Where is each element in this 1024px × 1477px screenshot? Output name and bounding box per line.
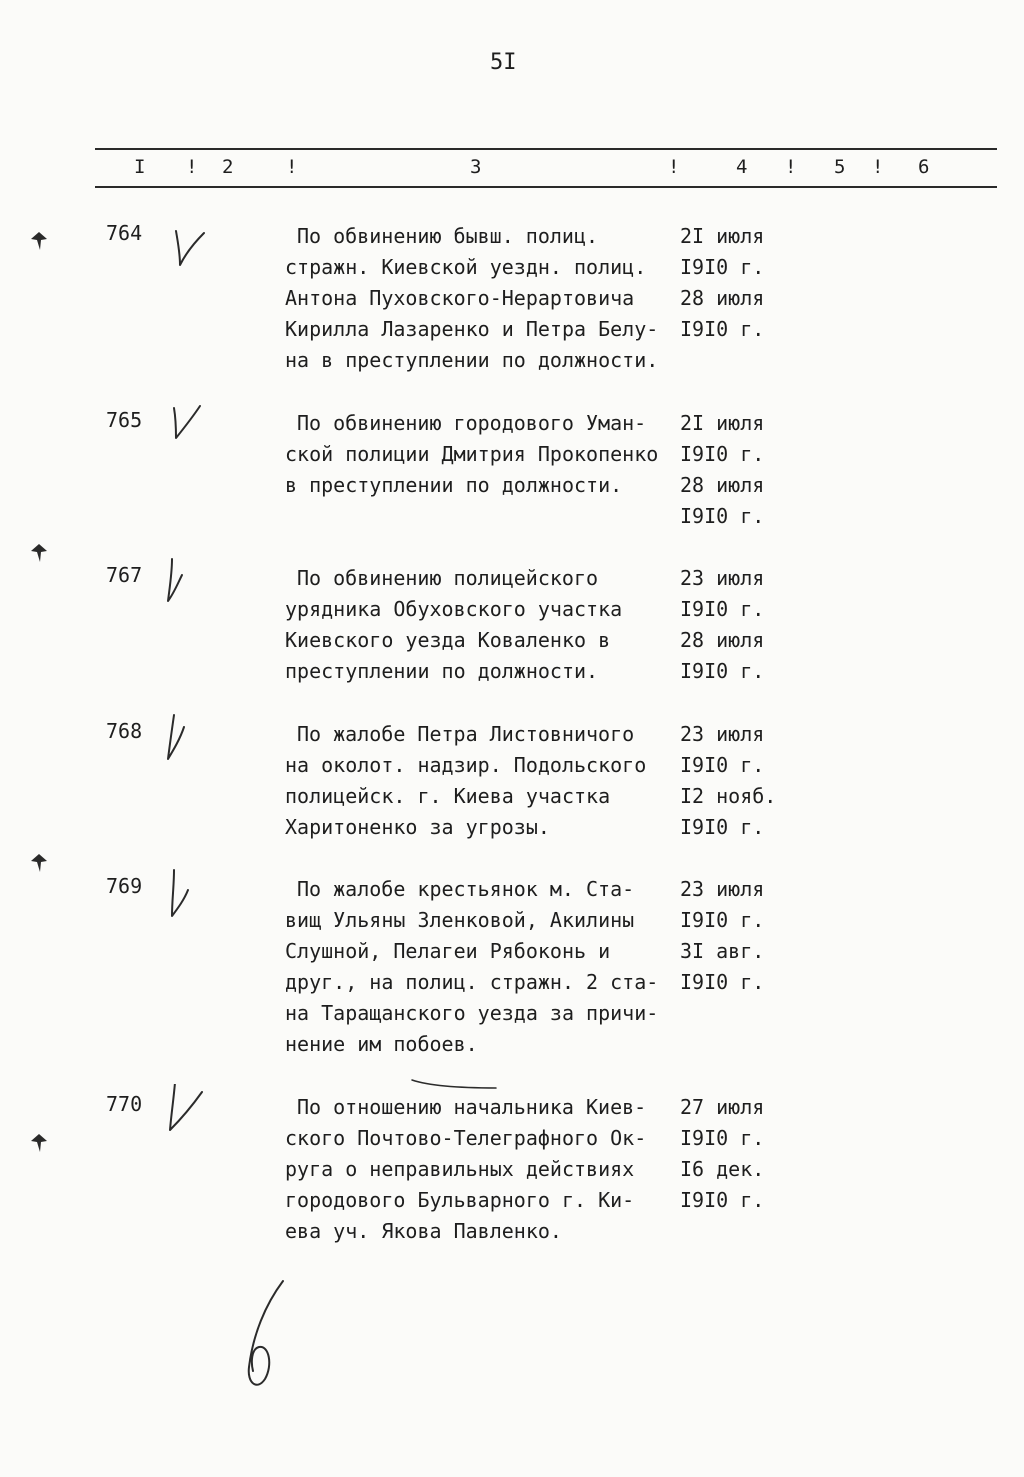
record-number: 767 <box>106 563 143 587</box>
date-line: I9I0 г. <box>680 597 765 621</box>
date-line: 28 июля <box>680 473 765 497</box>
date-line: I9I0 г. <box>680 659 765 683</box>
description-line: нение им побоев. <box>285 1032 478 1056</box>
date-line: I2 нояб. <box>680 784 777 808</box>
header-separator: ! <box>186 156 198 178</box>
description-line: Кирилла Лазаренко и Петра Белу- <box>285 317 659 341</box>
date-line: I6 дек. <box>680 1157 765 1181</box>
header-col-1: I <box>134 156 146 178</box>
checkmark-icon <box>160 866 210 926</box>
date-line: 23 июля <box>680 722 765 746</box>
record-dates <box>680 719 800 843</box>
checkmark-icon <box>160 711 210 771</box>
date-line: 2I июля <box>680 224 765 248</box>
header-bottom-rule <box>95 186 997 188</box>
description-line: По жалобе крестьянок м. Ста- <box>297 877 635 901</box>
date-line: 28 июля <box>680 628 765 652</box>
header-separator: ! <box>872 156 884 178</box>
record-number: 768 <box>106 719 143 743</box>
header-col-5: 5 <box>834 156 846 178</box>
header-col-3: 3 <box>470 156 482 178</box>
description-line: в преступлении по должности. <box>285 473 623 497</box>
description-line: По обвинению полицейского <box>297 566 599 590</box>
description-line: урядника Обуховского участка <box>285 597 623 621</box>
checkmark-icon <box>160 213 210 273</box>
description-line: Антона Пуховского-Нерартовича <box>285 286 635 310</box>
description-line: вищ Ульяны Зленковой, Акилины <box>285 908 635 932</box>
description-line: на в преступлении по должности. <box>285 348 659 372</box>
header-separator: ! <box>286 156 298 178</box>
description-line: городового Бульварного г. Ки- <box>285 1188 635 1212</box>
description-line: Киевского уезда Коваленко в <box>285 628 611 652</box>
date-line: 2I июля <box>680 411 765 435</box>
pencil-stroke-mark <box>410 1076 500 1096</box>
handwritten-six-mark <box>235 1275 305 1395</box>
date-line: I9I0 г. <box>680 255 765 279</box>
record-dates <box>680 563 800 687</box>
date-line: 27 июля <box>680 1095 765 1119</box>
header-col-6: 6 <box>918 156 930 178</box>
date-line: I9I0 г. <box>680 970 765 994</box>
header-separator: ! <box>668 156 680 178</box>
header-col-2: 2 <box>222 156 234 178</box>
description-line: преступлении по должности. <box>285 659 599 683</box>
record-dates <box>680 874 800 998</box>
record-number: 764 <box>106 221 143 245</box>
punch-hole-icon <box>28 230 50 252</box>
record-description <box>285 408 695 501</box>
date-line: I9I0 г. <box>680 504 765 528</box>
record-description <box>285 874 695 1060</box>
record-number: 770 <box>106 1092 143 1116</box>
checkmark-icon <box>160 1084 220 1154</box>
date-line: I9I0 г. <box>680 815 765 839</box>
date-line: I9I0 г. <box>680 908 765 932</box>
checkmark-icon <box>160 555 210 615</box>
date-line: I9I0 г. <box>680 1126 765 1150</box>
record-number: 765 <box>106 408 143 432</box>
record-dates <box>680 221 800 345</box>
date-line: 23 июля <box>680 566 765 590</box>
punch-hole-icon <box>28 542 50 564</box>
header-top-rule <box>95 148 997 150</box>
description-line: на околот. надзир. Подольского <box>285 753 647 777</box>
header-col-4: 4 <box>736 156 748 178</box>
date-line: 23 июля <box>680 877 765 901</box>
date-line: I9I0 г. <box>680 753 765 777</box>
header-separator: ! <box>785 156 797 178</box>
description-line: По жалобе Петра Листовничого <box>297 722 635 746</box>
date-line: I9I0 г. <box>680 317 765 341</box>
description-line: Слушной, Пелагеи Рябоконь и <box>285 939 611 963</box>
punch-hole-icon <box>28 1132 50 1154</box>
description-line: ева уч. Якова Павленко. <box>285 1219 562 1243</box>
description-line: на Таращанского уезда за причи- <box>285 1001 659 1025</box>
description-line: полицейск. г. Киева участка <box>285 784 611 808</box>
description-line: По отношению начальника Киев- <box>297 1095 647 1119</box>
description-line: стражн. Киевской уездн. полиц. <box>285 255 647 279</box>
description-line: Харитоненко за угрозы. <box>285 815 550 839</box>
record-description <box>285 221 695 376</box>
punch-hole-icon <box>28 852 50 874</box>
page-number: 5I <box>490 50 517 75</box>
description-line: руга о неправильных действиях <box>285 1157 635 1181</box>
description-line: По обвинению городового Уман- <box>297 411 647 435</box>
date-line: 3I авг. <box>680 939 765 963</box>
record-dates <box>680 1092 800 1216</box>
record-description <box>285 563 695 687</box>
date-line: 28 июля <box>680 286 765 310</box>
record-number: 769 <box>106 874 143 898</box>
checkmark-icon <box>160 400 210 460</box>
description-line: ского Почтово-Телеграфного Ок- <box>285 1126 647 1150</box>
date-line: I9I0 г. <box>680 1188 765 1212</box>
description-line: ской полиции Дмитрия Прокопенко <box>285 442 659 466</box>
date-line: I9I0 г. <box>680 442 765 466</box>
record-dates <box>680 408 800 532</box>
record-description <box>285 719 695 843</box>
record-description <box>285 1092 695 1247</box>
description-line: По обвинению бывш. полиц. <box>297 224 599 248</box>
description-line: друг., на полиц. стражн. 2 ста- <box>285 970 659 994</box>
